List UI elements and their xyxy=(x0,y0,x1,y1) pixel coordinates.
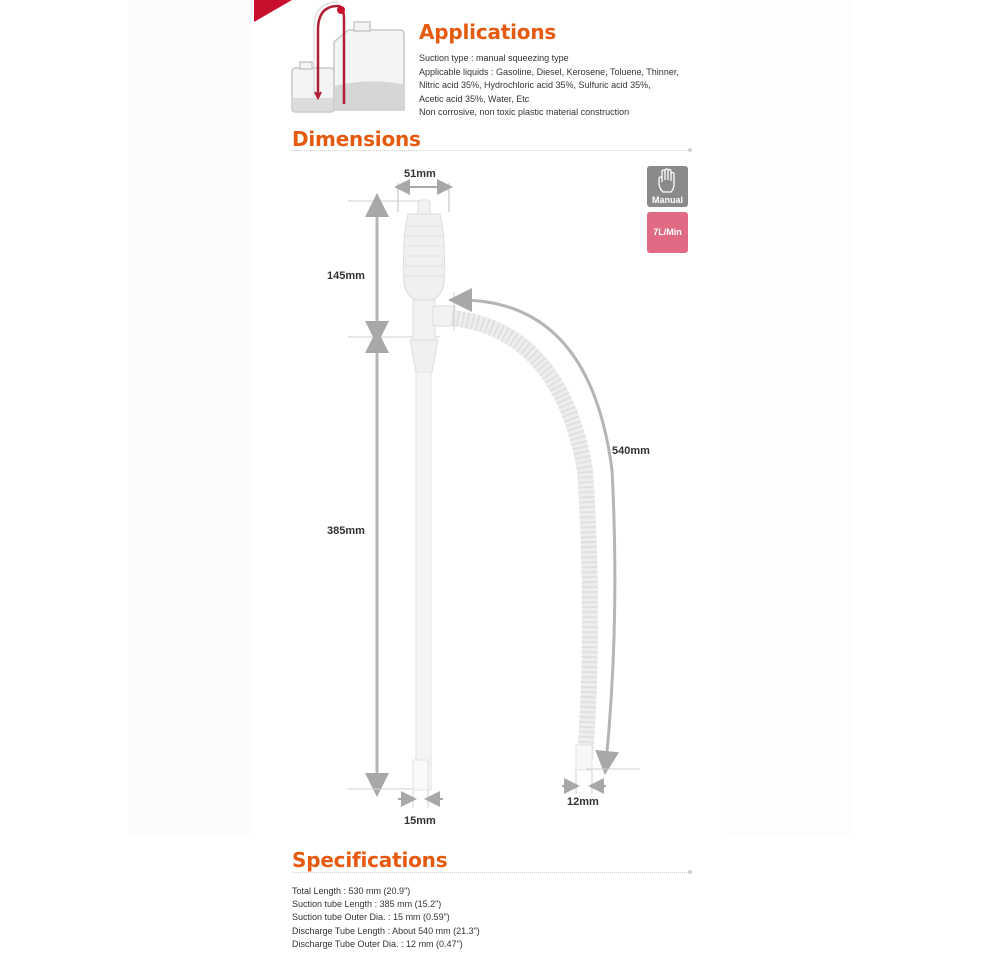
bulb-height-label: 145mm xyxy=(327,270,365,282)
applications-line: Acetic acid 35%, Water, Etc xyxy=(419,93,530,104)
spec-line: Suction tube Length : 385 mm (15.2") xyxy=(292,899,442,910)
suction-length-label: 385mm xyxy=(327,525,365,537)
spec-line: Total Length : 530 mm (20.9") xyxy=(292,886,411,896)
spec-line: Discharge Tube Outer Dia. : 12 mm (0.47") xyxy=(292,938,463,949)
suction-diameter-label: 15mm xyxy=(404,815,436,827)
specifications-title: Specifications xyxy=(292,848,448,872)
bulb-width-label: 51mm xyxy=(404,168,436,180)
applications-line: Applicable liquids : Gasoline, Diesel, Kerosene, Toluene, Thinner, xyxy=(419,66,679,77)
hand-icon xyxy=(656,168,680,194)
discharge-diameter-label: 12mm xyxy=(567,796,599,808)
divider xyxy=(292,872,689,873)
divider-dot xyxy=(688,870,692,874)
manual-badge xyxy=(647,166,688,207)
applications-title: Applications xyxy=(419,20,557,44)
manual-badge-label: Manual xyxy=(651,195,683,205)
spec-line: Discharge Tube Length : About 540 mm (21.3") xyxy=(292,925,480,936)
applications-line: Nitric acid 35%, Hydrochloric acid 35%, Sulfuric acid 35%, xyxy=(419,80,651,90)
dimensions-title: Dimensions xyxy=(292,127,421,151)
discharge-length-label: 540mm xyxy=(612,445,650,457)
applications-line: Suction type : manual squeezing type xyxy=(419,53,569,63)
spec-line: Suction tube Outer Dia. : 15 mm (0.59") xyxy=(292,912,450,923)
specifications-list xyxy=(292,885,622,951)
applications-line: Non corrosive, non toxic plastic material construction xyxy=(419,107,630,117)
flow-rate-badge: 7L/Min xyxy=(647,212,688,253)
